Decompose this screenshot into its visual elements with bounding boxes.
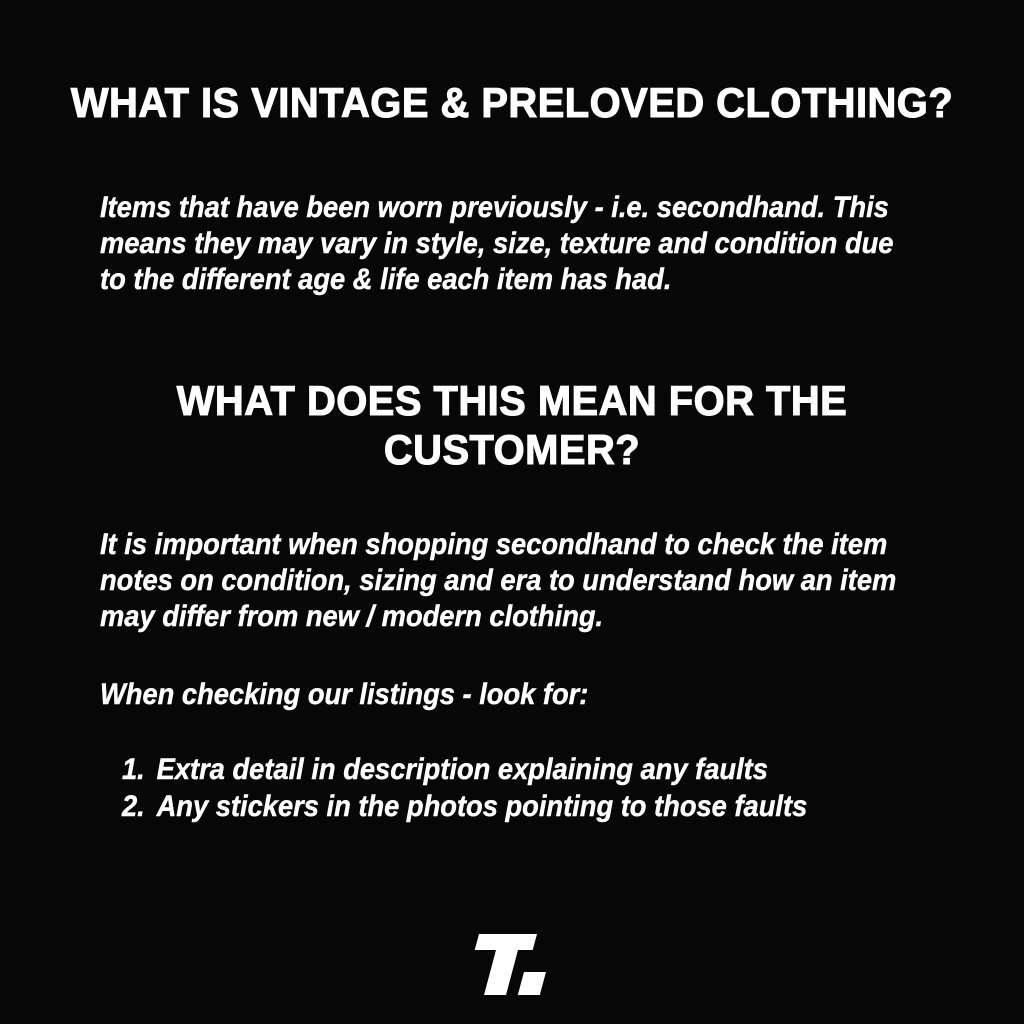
intro-paragraph: Items that have been worn previously - i.e. secondhand. This means they may vary in style, size, texture and condition due to the different age & life each item has had.	[100, 191, 894, 296]
list-item-number: 1.	[122, 753, 145, 786]
list-item-text: Extra detail in description explaining any faults	[156, 753, 768, 786]
t-logo-icon	[470, 928, 554, 1002]
secondary-title: WHAT DOES THIS MEAN FOR THE CUSTOMER?	[176, 377, 848, 473]
list-item-number: 2.	[122, 790, 145, 823]
customer-info-paragraph: It is important when shopping secondhand to check the item notes on condition, sizing and era to understand how an item may differ from new / modern clothing.	[100, 528, 897, 633]
list-item	[122, 751, 807, 788]
listings-intro-line: When checking our listings - look for:	[100, 678, 589, 711]
main-title: WHAT IS VINTAGE & PRELOVED CLOTHING?	[70, 79, 954, 126]
list-item	[122, 788, 807, 825]
checklist	[122, 751, 807, 825]
list-item-text: Any stickers in the photos pointing to those faults	[156, 790, 808, 823]
